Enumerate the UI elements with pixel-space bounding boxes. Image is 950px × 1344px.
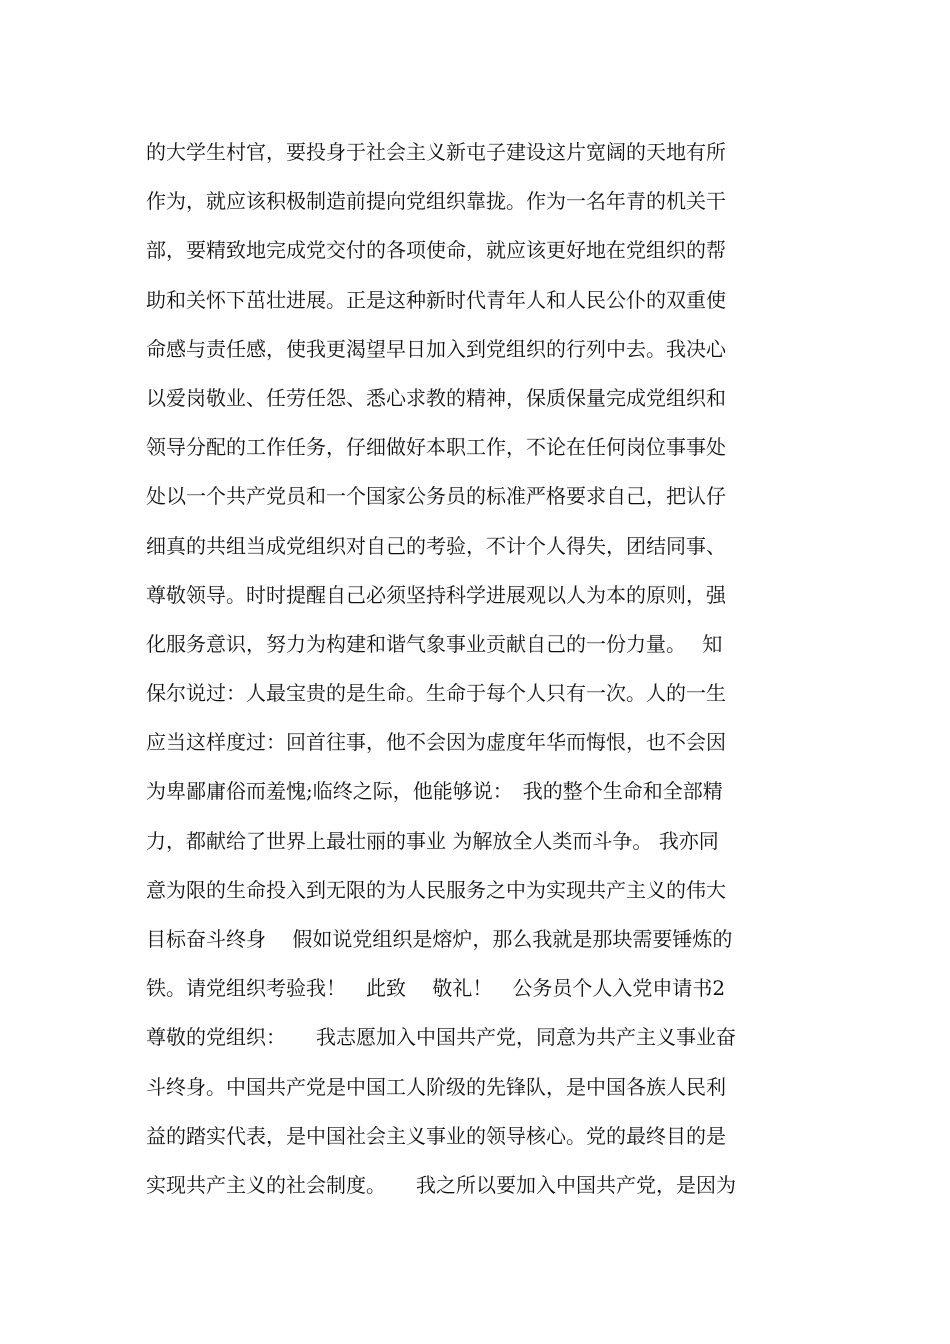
text-line: 意为限的生命投入到无限的为人民服务之中为实现共产主义的伟大: [146, 877, 726, 902]
text-line: 部，要精致地完成党交付的各项使命，就应该更好地在党组织的帮: [146, 238, 726, 263]
text-line: 助和关怀下茁壮进展。正是这种新时代青年人和人民公仆的双重使: [146, 287, 726, 312]
text-line: 力，都献给了世界上最壮丽的事业 为解放全人类而斗争。 我亦同: [146, 828, 719, 853]
text-line: 铁。请党组织考验我！ 此致 敬礼！ 公务员个人入党申请书2: [146, 976, 726, 1001]
text-line: 领导分配的工作任务，仔细做好本职工作，不论在任何岗位事事处: [146, 435, 726, 460]
text-line: 为卑鄙庸俗而羞愧;临终之际，他能够说： 我的整个生命和全部精: [146, 779, 723, 804]
text-line: 的大学生村官，要投身于社会主义新屯子建设这片宽阔的天地有所: [146, 140, 726, 164]
text-line: 命感与责任感，使我更渴望早日加入到党组织的行列中去。我决心: [146, 336, 726, 361]
document-body: [146, 128, 818, 1210]
text-line: 尊敬的党组织： 我志愿加入中国共产党，同意为共产主义事业奋: [146, 1025, 736, 1050]
text-line: 以爱岗敬业、任劳任怨、悉心求教的精神，保质保量完成党组织和: [146, 385, 726, 410]
text-line: 处以一个共产党员和一个国家公务员的标准严格要求自己，把认仔: [146, 484, 726, 509]
text-line: 应当这样度过：回首往事，他不会因为虚度年华而悔恨，也不会因: [146, 730, 726, 755]
text-line: 实现共产主义的社会制度。 我之所以要加入中国共产党，是因为: [146, 1172, 736, 1197]
text-line: 益的踏实代表，是中国社会主义事业的领导核心。党的最终目的是: [146, 1123, 726, 1148]
text-line: 斗终身。中国共产党是中国工人阶级的先锋队，是中国各族人民利: [146, 1074, 726, 1099]
text-line: 尊敬领导。时时提醒自己必须坚持科学进展观以人为本的原则，强: [146, 582, 726, 607]
text-line: 作为，就应该积极制造前提向党组织靠拢。作为一名年青的机关干: [146, 189, 726, 214]
text-line: 目标奋斗终身 假如说党组织是熔炉，那么我就是那块需要锤炼的: [146, 927, 733, 951]
text-line: 细真的共组当成党组织对自己的考验，不计个人得失，团结同事、: [146, 533, 726, 558]
text-line: 保尔说过：人最宝贵的是生命。生命于每个人只有一次。人的一生: [146, 681, 726, 706]
text-line: 化服务意识，努力为构建和谐气象事业贡献自己的一份力量。 知: [146, 631, 723, 656]
